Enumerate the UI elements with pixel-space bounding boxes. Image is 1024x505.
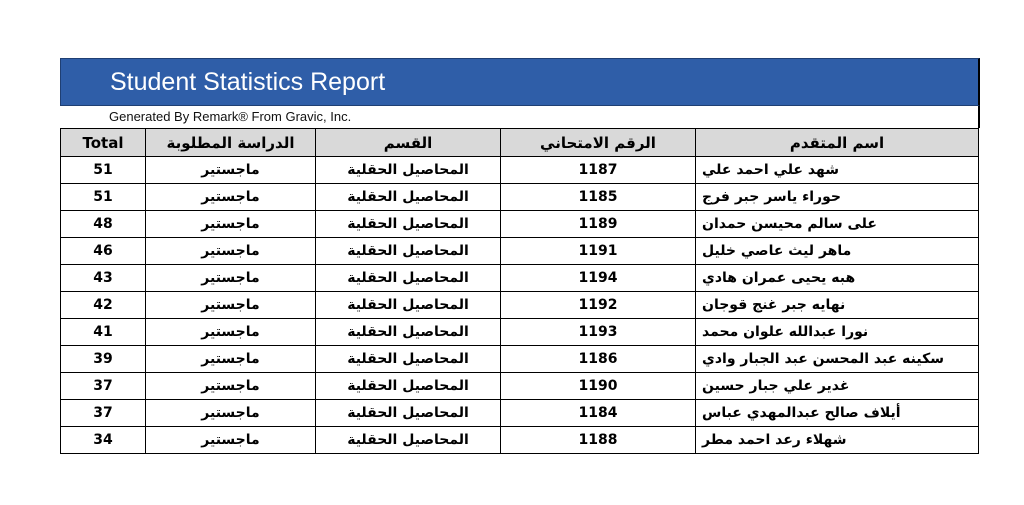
cell-exam-number: 1188: [501, 427, 696, 454]
cell-exam-number: 1186: [501, 346, 696, 373]
table-row: [61, 319, 979, 346]
cell-total: 48: [61, 211, 146, 238]
cell-department: المحاصيل الحقلية: [316, 319, 501, 346]
cell-study: ماجستير: [146, 292, 316, 319]
header-department: القسم: [316, 129, 501, 157]
cell-exam-number: 1189: [501, 211, 696, 238]
table-row: [61, 265, 979, 292]
cell-exam-number: 1187: [501, 157, 696, 184]
cell-exam-number: 1194: [501, 265, 696, 292]
cell-study: ماجستير: [146, 238, 316, 265]
cell-total: 37: [61, 400, 146, 427]
header-exam-number: الرقم الامتحاني: [501, 129, 696, 157]
cell-department: المحاصيل الحقلية: [316, 346, 501, 373]
table-row: [61, 211, 979, 238]
cell-exam-number: 1191: [501, 238, 696, 265]
statistics-table: [60, 128, 979, 454]
cell-department: المحاصيل الحقلية: [316, 265, 501, 292]
cell-department: المحاصيل الحقلية: [316, 292, 501, 319]
cell-applicant-name: شهد علي احمد علي: [696, 157, 979, 184]
cell-department: المحاصيل الحقلية: [316, 157, 501, 184]
cell-total: 42: [61, 292, 146, 319]
report-banner: [60, 58, 980, 106]
cell-applicant-name: هبه يحيى عمران هادي: [696, 265, 979, 292]
cell-study: ماجستير: [146, 427, 316, 454]
cell-exam-number: 1190: [501, 373, 696, 400]
header-study: الدراسة المطلوبة: [146, 129, 316, 157]
header-applicant-name: اسم المتقدم: [696, 129, 979, 157]
table-header-row: [61, 129, 979, 157]
cell-applicant-name: سكينه عبد المحسن عبد الجبار وادي: [696, 346, 979, 373]
cell-applicant-name: نهايه جبر غنج قوجان: [696, 292, 979, 319]
cell-department: المحاصيل الحقلية: [316, 400, 501, 427]
cell-total: 34: [61, 427, 146, 454]
table-row: [61, 157, 979, 184]
cell-applicant-name: نورا عبدالله علوان محمد: [696, 319, 979, 346]
cell-applicant-name: ماهر ليث عاصي خليل: [696, 238, 979, 265]
cell-total: 46: [61, 238, 146, 265]
cell-exam-number: 1193: [501, 319, 696, 346]
table-row: [61, 238, 979, 265]
cell-applicant-name: أيلاف صالح عبدالمهدي عباس: [696, 400, 979, 427]
report: [60, 58, 980, 454]
cell-total: 41: [61, 319, 146, 346]
cell-study: ماجستير: [146, 265, 316, 292]
cell-exam-number: 1184: [501, 400, 696, 427]
cell-applicant-name: شهلاء رعد احمد مطر: [696, 427, 979, 454]
cell-study: ماجستير: [146, 319, 316, 346]
cell-applicant-name: غدير علي جبار حسين: [696, 373, 979, 400]
table-row: [61, 427, 979, 454]
cell-department: المحاصيل الحقلية: [316, 211, 501, 238]
report-title: Student Statistics Report: [110, 68, 386, 96]
report-subtitle-bar: [60, 106, 980, 128]
table-row: [61, 400, 979, 427]
table-row: [61, 346, 979, 373]
cell-study: ماجستير: [146, 346, 316, 373]
cell-department: المحاصيل الحقلية: [316, 373, 501, 400]
cell-applicant-name: حوراء ياسر جبر فرج: [696, 184, 979, 211]
cell-exam-number: 1192: [501, 292, 696, 319]
cell-total: 37: [61, 373, 146, 400]
cell-study: ماجستير: [146, 184, 316, 211]
cell-exam-number: 1185: [501, 184, 696, 211]
table-row: [61, 184, 979, 211]
cell-total: 51: [61, 157, 146, 184]
cell-study: ماجستير: [146, 157, 316, 184]
cell-study: ماجستير: [146, 373, 316, 400]
cell-department: المحاصيل الحقلية: [316, 184, 501, 211]
cell-department: المحاصيل الحقلية: [316, 238, 501, 265]
cell-study: ماجستير: [146, 211, 316, 238]
header-total: Total: [61, 129, 146, 157]
cell-total: 39: [61, 346, 146, 373]
report-subtitle: Generated By Remark® From Gravic, Inc.: [109, 109, 352, 124]
cell-total: 51: [61, 184, 146, 211]
cell-applicant-name: على سالم محيسن حمدان: [696, 211, 979, 238]
table-row: [61, 292, 979, 319]
cell-total: 43: [61, 265, 146, 292]
cell-study: ماجستير: [146, 400, 316, 427]
cell-department: المحاصيل الحقلية: [316, 427, 501, 454]
table-row: [61, 373, 979, 400]
